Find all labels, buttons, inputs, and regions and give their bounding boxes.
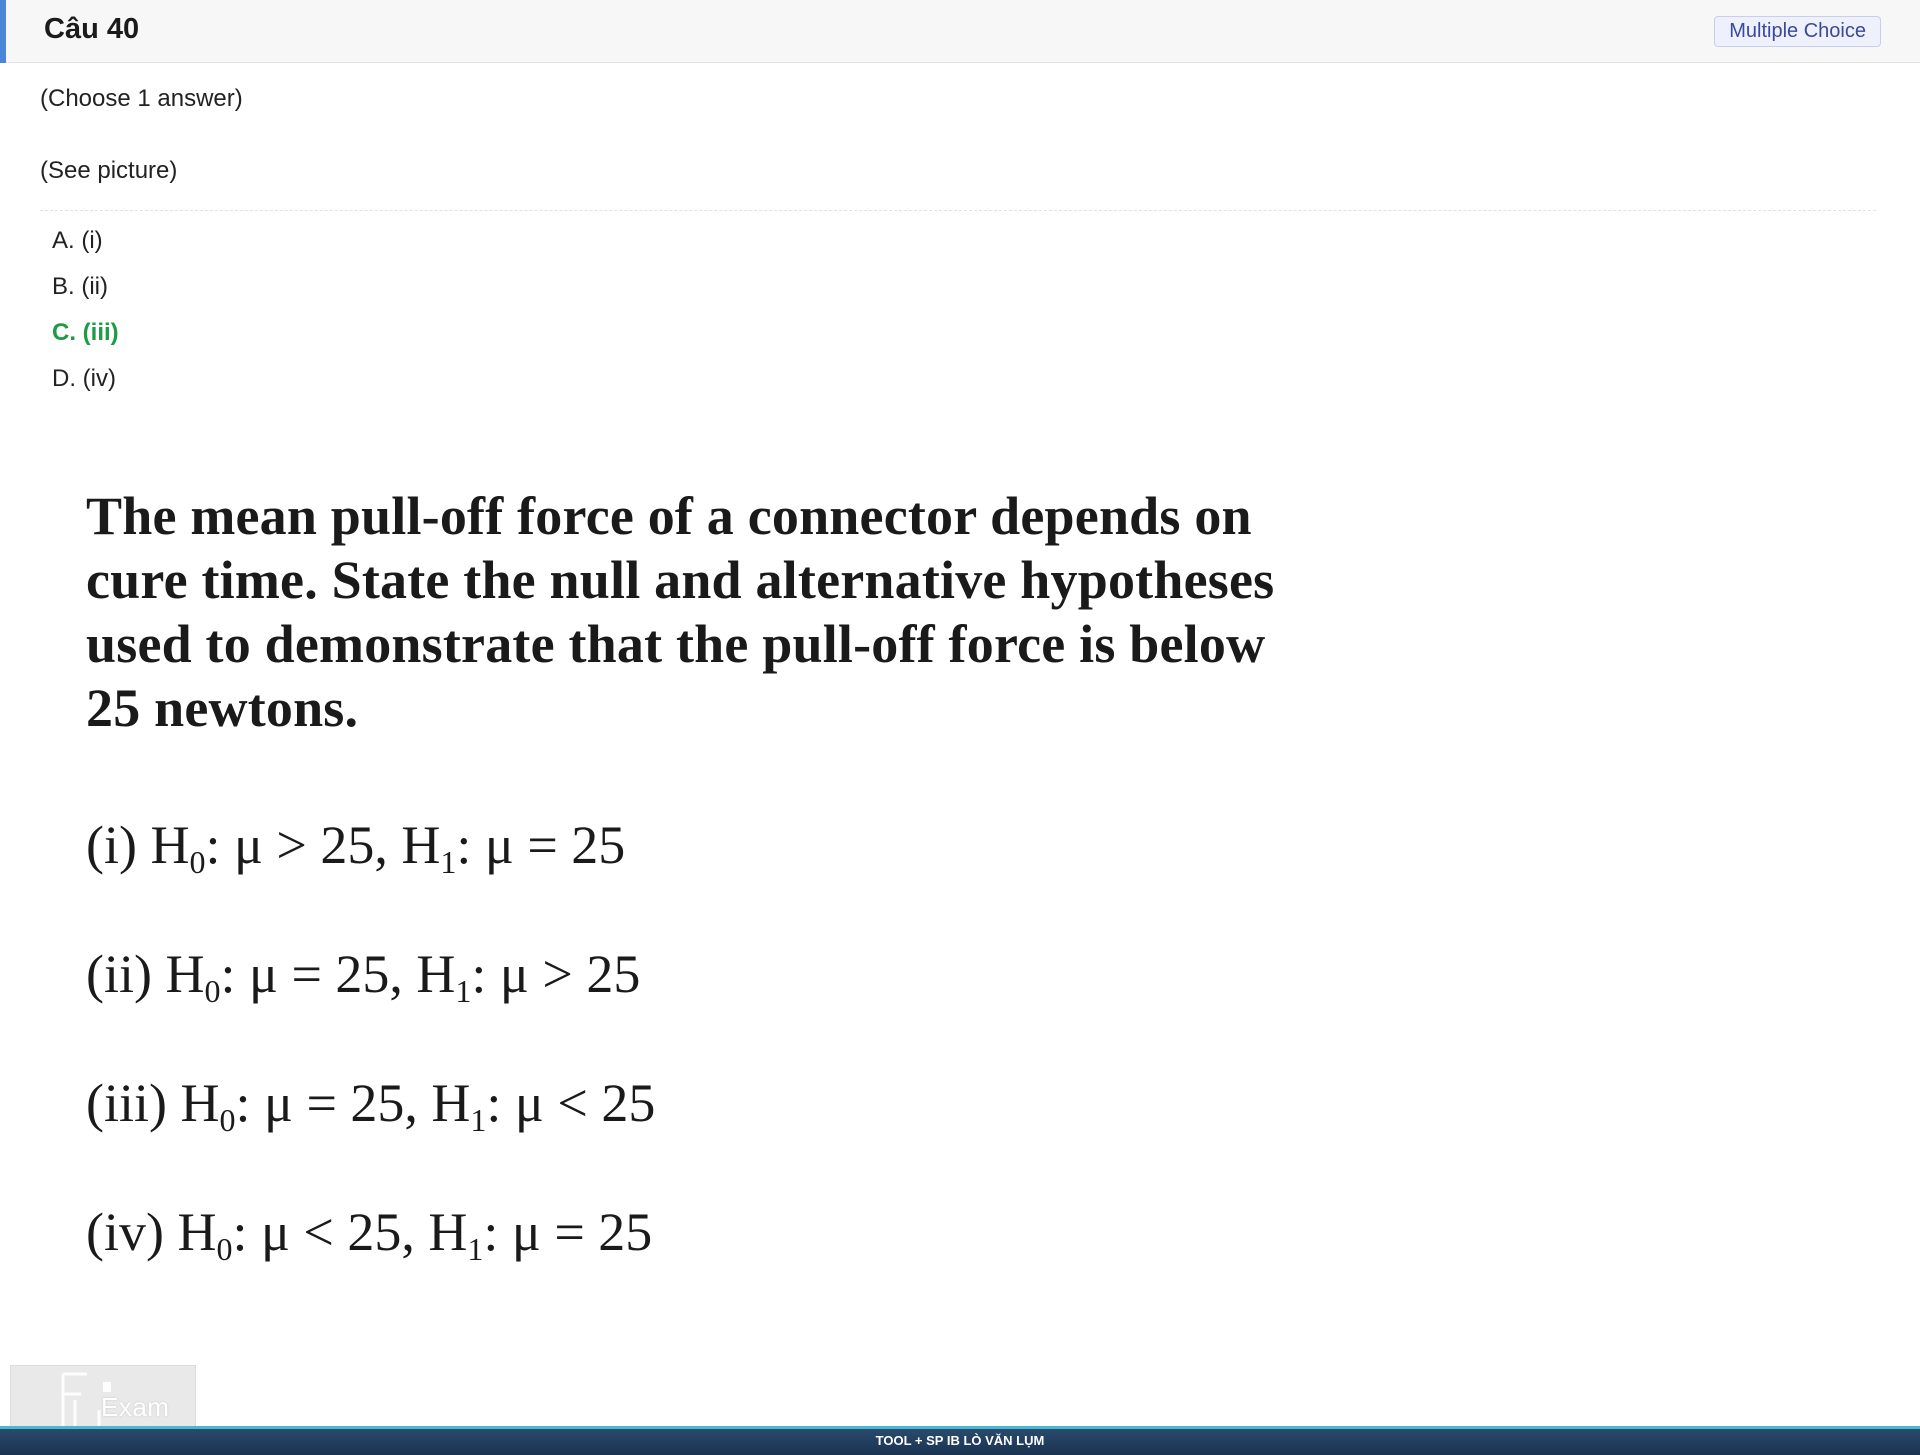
question-prompt: (See picture) (40, 157, 178, 184)
answer-options (52, 225, 119, 409)
option-d[interactable]: D. (iv) (52, 365, 116, 392)
option-c[interactable]: C. (iii) (52, 319, 119, 346)
h1-relation: μ = 25 (511, 1202, 653, 1262)
option-a[interactable]: A. (i) (52, 227, 103, 254)
h1-relation: μ > 25 (499, 944, 641, 1004)
h0-relation: μ < 25 (260, 1202, 402, 1262)
h1-relation: μ = 25 (484, 815, 626, 875)
hypothesis-number: (ii) (86, 944, 152, 1004)
question-header (0, 0, 1920, 63)
hypothesis-number: (i) (86, 815, 137, 875)
question-title: Câu 40 (44, 13, 140, 45)
hypothesis-iv: (iv) $H_0$: μ < 25, $H_1$: μ = 25 (86, 1202, 653, 1267)
logo-text: Exam (101, 1392, 170, 1422)
hypothesis-i: (i) $H_0$: μ > 25, $H_1$: μ = 25 (86, 815, 626, 880)
picture-text-line: used to demonstrate that the pull-off force is below (86, 614, 1266, 674)
question-type-badge: Multiple Choice (1714, 16, 1881, 47)
question-picture (86, 484, 1286, 1267)
h1-relation: μ < 25 (514, 1073, 656, 1133)
footer-bar (0, 1426, 1920, 1455)
divider (40, 210, 1876, 211)
picture-text-line: 25 newtons. (86, 678, 359, 738)
h0-relation: μ = 25 (249, 944, 390, 1004)
hypothesis-number: (iii) (86, 1073, 167, 1133)
hypothesis-iii: (iii) $H_0$: μ = 25, $H_1$: μ < 25 (86, 1073, 656, 1138)
picture-problem-text (86, 484, 1286, 740)
h0-relation: μ > 25 (233, 815, 375, 875)
option-b[interactable]: B. (ii) (52, 273, 108, 300)
hypothesis-number: (iv) (86, 1202, 164, 1262)
footer-text: TOOL + SP IB LÒ VĂN LỤM (875, 1433, 1045, 1448)
picture-text-line: The mean pull-off force of a connector depends on (86, 486, 1252, 546)
h0-relation: μ = 25 (264, 1073, 405, 1133)
hypothesis-ii: (ii) $H_0$: μ = 25, $H_1$: μ > 25 (86, 944, 641, 1009)
picture-text-line: cure time. State the null and alternative hypotheses (86, 550, 1275, 610)
header-accent-bar (0, 0, 6, 63)
instruction-text: (Choose 1 answer) (40, 85, 243, 112)
